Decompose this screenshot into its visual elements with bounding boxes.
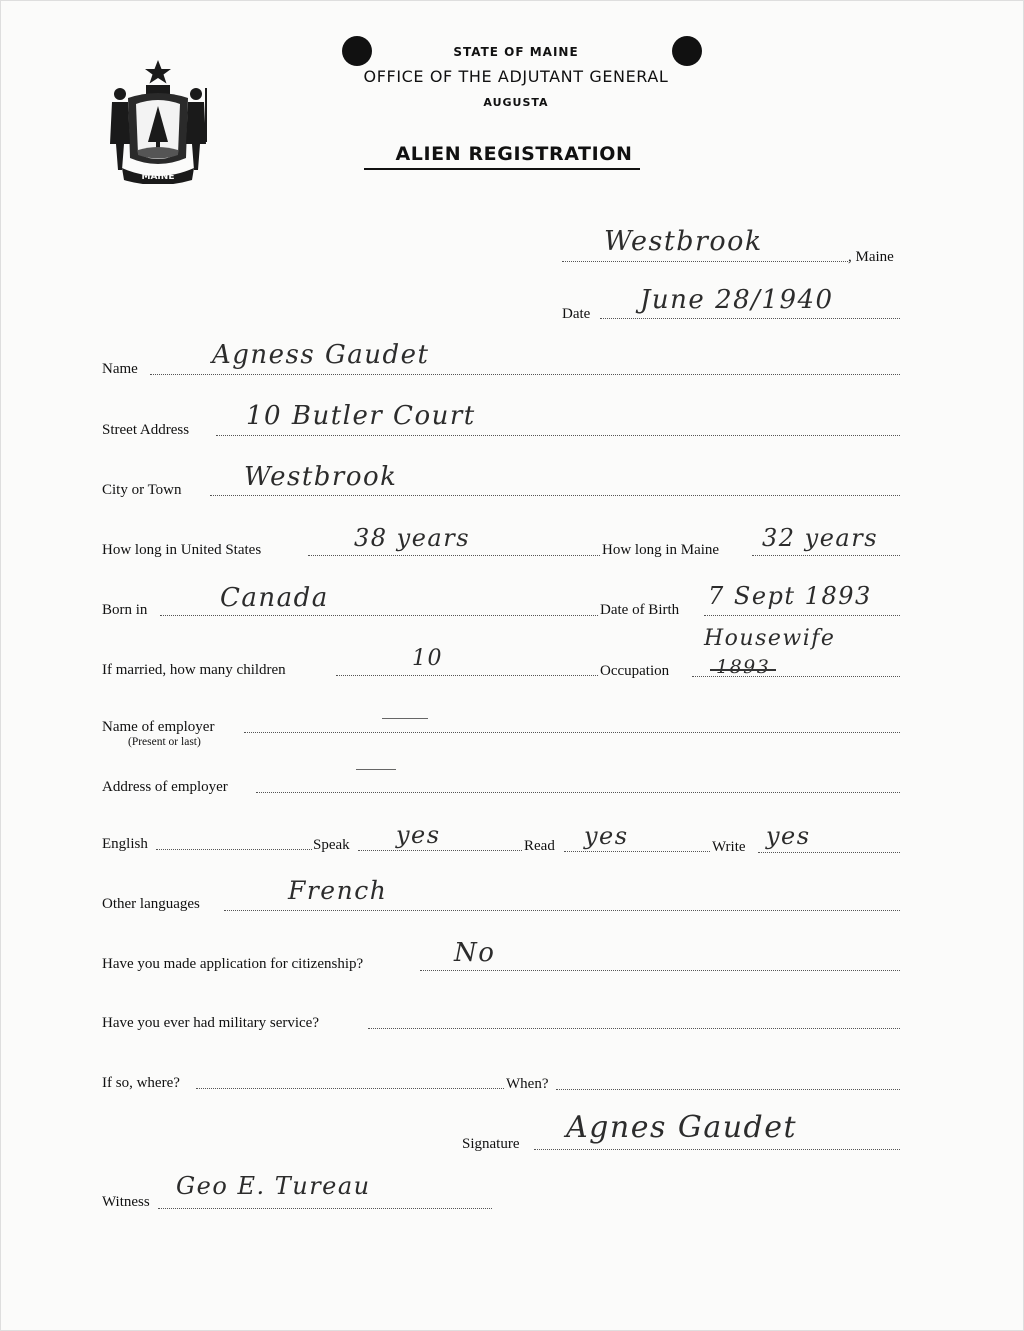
signature-line: [534, 1149, 900, 1150]
when-line: [556, 1089, 900, 1090]
born-in-line: [160, 615, 598, 616]
dob-entry: 7 Sept 1893: [708, 582, 872, 610]
other-languages-label: Other languages: [102, 896, 200, 912]
children-label: If married, how many children: [102, 662, 286, 678]
street-line: [216, 435, 900, 436]
born-in-entry: Canada: [220, 583, 329, 613]
write-entry: yes: [766, 822, 811, 850]
years-us-label: How long in United States: [102, 542, 262, 558]
years-us-entry: 38 years: [354, 524, 471, 552]
form-title: ALIEN REGISTRATION: [395, 143, 633, 165]
employer-address-line: [256, 792, 900, 793]
speak-line: [358, 850, 522, 851]
citizenship-label: Have you made application for citizenship?: [102, 956, 364, 972]
header-city: AUGUSTA: [483, 96, 549, 109]
seal-motto: MAINE: [141, 172, 175, 182]
years-maine-label: How long in Maine: [602, 542, 720, 558]
header-office: OFFICE OF THE ADJUTANT GENERAL: [363, 67, 669, 86]
where-line: [196, 1088, 504, 1089]
write-line: [758, 852, 900, 853]
witness-line: [158, 1208, 492, 1209]
city-line: [210, 495, 900, 496]
street-label: Street Address: [102, 422, 190, 438]
when-label: When?: [506, 1076, 549, 1092]
speak-entry: yes: [396, 821, 441, 849]
signature-label: Signature: [462, 1136, 520, 1152]
read-entry: yes: [584, 822, 629, 850]
military-line: [368, 1028, 900, 1029]
years-maine-entry: 32 years: [762, 524, 879, 552]
years-us-line: [308, 555, 600, 556]
children-entry: 10: [412, 646, 443, 671]
english-line: [156, 849, 312, 850]
dob-label: Date of Birth: [600, 602, 680, 618]
place-line: [562, 261, 848, 262]
speak-label: Speak: [313, 837, 350, 853]
city-label: City or Town: [102, 482, 182, 498]
date-line: [600, 318, 900, 319]
city-entry: Westbrook: [244, 462, 398, 492]
read-line: [564, 851, 710, 852]
employer-label: Name of employer: [102, 719, 215, 735]
english-label: English: [102, 836, 148, 852]
employer-note: (Present or last): [128, 736, 201, 748]
place-suffix-label: , Maine: [848, 249, 894, 265]
street-entry: 10 Butler Court: [246, 401, 476, 431]
born-in-label: Born in: [102, 602, 148, 618]
occupation-struck-entry: 1893: [716, 656, 771, 678]
name-label: Name: [102, 361, 138, 377]
other-languages-line: [224, 910, 900, 911]
date-entry: June 28/1940: [640, 285, 834, 315]
title-underline: [364, 168, 640, 170]
witness-label: Witness: [102, 1194, 150, 1210]
strikethrough-mark: [710, 669, 776, 671]
years-maine-line: [752, 555, 900, 556]
witness-entry: Geo E. Tureau: [176, 1172, 371, 1200]
occupation-label: Occupation: [600, 663, 670, 679]
employer-line: [244, 732, 900, 733]
military-label: Have you ever had military service?: [102, 1015, 319, 1031]
date-label: Date: [562, 306, 591, 322]
name-line: [150, 374, 900, 375]
other-languages-entry: French: [288, 876, 388, 905]
occupation-entry: Housewife: [704, 626, 836, 651]
citizenship-entry: No: [454, 938, 496, 968]
place-entry: Westbrook: [604, 226, 763, 257]
employer-address-dash-mark: [356, 769, 396, 770]
employer-address-label: Address of employer: [102, 779, 228, 795]
write-label: Write: [712, 839, 746, 855]
citizenship-line: [420, 970, 900, 971]
name-entry: Agness Gaudet: [212, 340, 430, 370]
children-line: [336, 675, 598, 676]
read-label: Read: [524, 838, 555, 854]
dob-line: [704, 615, 900, 616]
where-label: If so, where?: [102, 1075, 180, 1091]
signature-entry: Agnes Gaudet: [566, 1110, 798, 1145]
header-state: STATE OF MAINE: [453, 45, 579, 59]
employer-dash-mark: [382, 718, 428, 719]
